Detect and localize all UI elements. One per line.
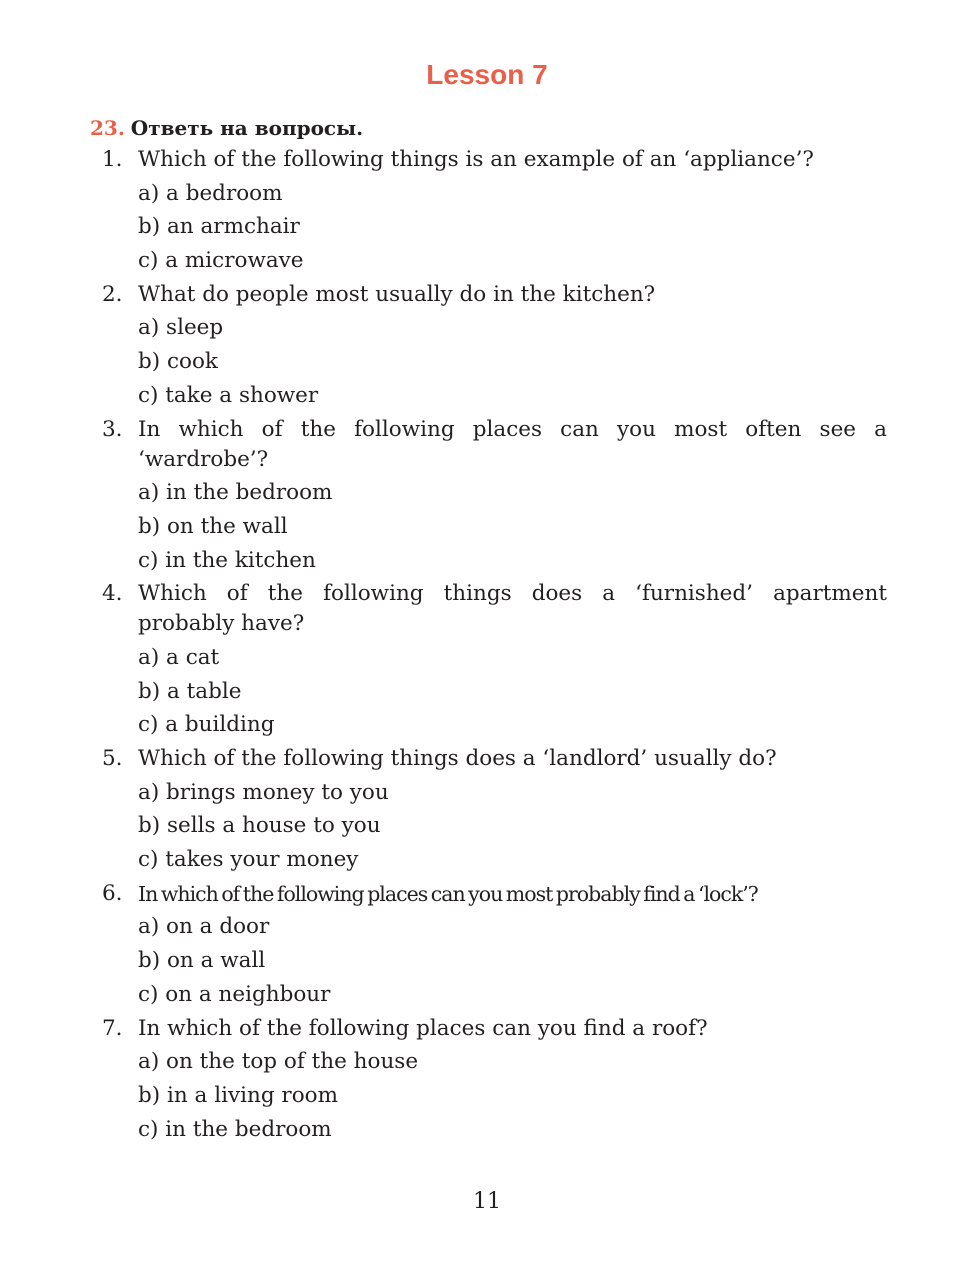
- question-5: [102, 744, 887, 875]
- answer-option: c) in the kitchen: [138, 547, 316, 573]
- answer-option: c) on a neighbour: [138, 981, 331, 1007]
- question-text: Which of the following things is an example of an ‘appliance’?: [138, 147, 814, 172]
- answer-option: b) sells a house to you: [138, 813, 381, 839]
- question-number: 1.: [102, 147, 123, 172]
- answer-option: c) takes your money: [138, 847, 359, 873]
- question-text-line-1: In which of the following places can you most often see a: [138, 416, 887, 442]
- answer-option: b) on a wall: [138, 948, 266, 974]
- question-text-line-1: Which of the following things does a ‘furnished’ apartment: [138, 581, 887, 607]
- answer-option: a) sleep: [138, 315, 224, 341]
- question-number: 3.: [102, 416, 123, 442]
- question-1: [102, 145, 887, 276]
- question-text: In which of the following places can you most probably find a ‘lock’?: [138, 881, 758, 906]
- question-2: [102, 280, 887, 411]
- answer-option: a) on the top of the house: [138, 1049, 419, 1075]
- answer-option: b) a table: [138, 678, 242, 704]
- question-number: 7.: [102, 1015, 123, 1041]
- question-6: [102, 879, 887, 1010]
- answer-option: c) a building: [138, 712, 275, 738]
- answer-option: a) a bedroom: [138, 180, 283, 206]
- answer-option: c) take a shower: [138, 382, 319, 408]
- exercise-number: 23.: [90, 116, 125, 140]
- exercise-instruction: Ответь на вопросы.: [130, 116, 364, 140]
- answer-option: b) cook: [138, 349, 218, 375]
- question-text: What do people most usually do in the kitchen?: [138, 281, 656, 307]
- answer-option: a) in the bedroom: [138, 480, 333, 506]
- answer-option: b) on the wall: [138, 513, 288, 539]
- answer-option: c) in the bedroom: [138, 1116, 332, 1142]
- answer-option: c) a microwave: [138, 248, 304, 274]
- question-3: [102, 415, 887, 576]
- question-number: 2.: [102, 281, 123, 307]
- question-number: 5.: [102, 746, 123, 771]
- question-number: 4.: [102, 581, 123, 607]
- answer-option: b) in a living room: [138, 1082, 338, 1108]
- page-number: 11: [473, 1189, 501, 1214]
- answer-option: b) an armchair: [138, 214, 300, 240]
- lesson-title: Lesson 7: [426, 59, 548, 90]
- exercise-heading: [90, 114, 363, 142]
- answer-option: a) a cat: [138, 644, 220, 670]
- question-text: In which of the following places can you find a roof?: [138, 1015, 708, 1041]
- question-text-line-2: ‘wardrobe’?: [138, 446, 269, 472]
- question-4: [102, 579, 887, 740]
- question-7: [102, 1014, 887, 1145]
- question-list: [102, 145, 887, 1148]
- answer-option: a) on a door: [138, 914, 270, 940]
- question-text: Which of the following things does a ‘landlord’ usually do?: [138, 746, 777, 771]
- answer-option: a) brings money to you: [138, 779, 389, 805]
- question-number: 6.: [102, 880, 123, 906]
- question-text-line-2: probably have?: [138, 611, 305, 637]
